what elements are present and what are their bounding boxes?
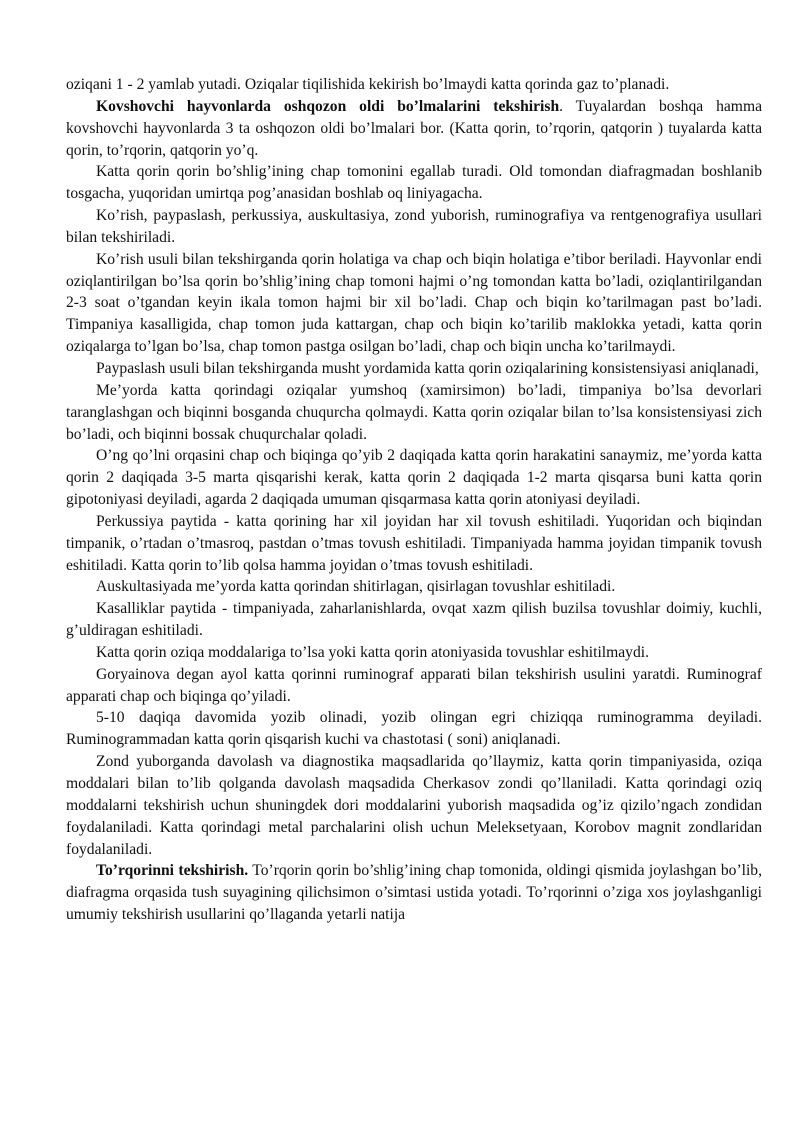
paragraph: Kasalliklar paytida - timpaniyada, zaharlanishlarda, ovqat xazm qilish buzilsa tovushlar doimiy, kuchli, g’uldiragan eshitiladi.	[66, 600, 762, 640]
paragraph-text: To’rqorin qorin bo’shlig’ining chap tomonida, oldingi qismida joylashgan bo’lib, diafragma orqasida tush suyagining qilichsimon o’simtasi ustida yotadi. To’rqorinni o’ziga xos joylashganligi umumiy tekshirish usullarini qo’llaganda yetarli natija	[66, 862, 763, 924]
paragraph: Me’yorda katta qorindagi oziqalar yumshoq (xamirsimon) bo’ladi, timpaniya bo’lsa devorlari taranglashgan och biqinni bosganda chuqurcha qolmaydi. Katta qorin oziqalar bilan to’lsa konsistensiyasi zich bo’ladi, och biqinni bossak chuqurchalar qoladi.	[66, 381, 762, 443]
paragraph: Katta qorin qorin bo’shlig’ining chap tomonini egallab turadi. Old tomondan diafragmadan boshlanib tosgacha, yuqoridan umirtqa pog’anasidan boshlab oq liniyagacha.	[66, 163, 762, 203]
document-page	[66, 74, 762, 926]
paragraph: Katta qorin oziqa moddalariga to’lsa yoki katta qorin atoniyasida tovushlar eshitilmaydi.	[96, 643, 650, 661]
paragraph: Perkussiya paytida - katta qorining har xil joyidan har xil tovush eshitiladi. Yuqoridan och biqindan timpanik, o’rtadan o’tmasroq, pastdan o’tmas tovush eshitiladi. Timpaniyada hamma joyidan timpanik tovush eshitiladi. Katta qorin to’lib qolsa hamma joyidan o’tmas tovush eshitiladi.	[66, 512, 762, 574]
paragraph: oziqani 1 - 2 yamlab yutadi. Oziqalar tiqilishida kekirish bo’lmaydi katta qorinda gaz to’planadi.	[66, 76, 670, 93]
section-heading: To’rqorinni tekshirish.	[96, 862, 249, 880]
paragraph	[66, 96, 762, 162]
paragraph	[66, 860, 762, 926]
paragraph: Goryainova degan ayol katta qorinni ruminograf apparati bilan tekshirish usulini yaratdi. Ruminograf apparati chap och biqinga qo’yiladi.	[66, 665, 762, 705]
paragraph: O’ng qo’lni orqasini chap och biqinga qo’yib 2 daqiqada katta qorin harakatini sanaymiz, me’yorda katta qorin 2 daqiqada 3-5 marta qisqarishi kerak, katta qorin 2 daqiqada 1-2 marta qisqarsa buni katta qorin gipotoniyasi deyiladi, agarda 2 daqiqada umuman qisqarmasa katta qorin atoniyasi deyiladi.	[66, 447, 762, 509]
paragraph-text: . Tuyalardan boshqa hamma kovshovchi hayvonlarda 3 ta oshqozon oldi bo’lmalari bor. (Katta qorin, to’rqorin, qatqorin ) tuyalarda katta qorin, to’rqorin, qatqorin yo’q.	[66, 97, 762, 159]
section-heading: Kovshovchi hayvonlarda oshqozon oldi bo’lmalarini tekshirish	[96, 97, 560, 115]
paragraph: Ko’rish usuli bilan tekshirganda qorin holatiga va chap och biqin holatiga e’tibor beriladi. Hayvonlar endi oziqlantirilgan bo’lsa qorin bo’shlig’ining chap tomoni hajmi o’ng tomondan katta bo’ladi, oziqlantirilgandan 2-3 soat o’tgandan keyin ikala tomon hajmi bir xil bo’ladi. Chap och biqin ko’tarilmagan past bo’ladi. Timpaniya kasalligida, chap tomon juda kattargan, chap och biqin ko’tarilib maklokka yetadi, katta qorin oziqalarga to’lgan bo’lsa, chap tomon pastga osilgan bo’ladi, chap och biqin uncha ko’tarilmaydi.	[66, 250, 762, 356]
paragraph: Ko’rish, paypaslash, perkussiya, auskultasiya, zond yuborish, ruminografiya va rentgenografiya usullari bilan tekshiriladi.	[66, 207, 762, 246]
paragraph: 5-10 daqiqa davomida yozib olinadi, yozib olingan egri chiziqqa ruminogramma deyiladi. Ruminogrammadan katta qorin qisqarish kuchi va chastotasi ( soni) aniqlanadi.	[66, 709, 762, 749]
paragraph: Auskultasiyada me’yorda katta qorindan shitirlagan, qisirlagan tovushlar eshitiladi.	[96, 578, 616, 596]
paragraph: Paypaslash usuli bilan tekshirganda musht yordamida katta qorin oziqalarining konsistensiyasi aniqlanadi,	[96, 359, 759, 377]
paragraph: Zond yuborganda davolash va diagnostika maqsadlarida qo’llaymiz, katta qorin timpaniyasida, oziqa moddalari bilan to’lib qolganda davolash maqsadida Cherkasov zondi qo’llaniladi. Katta qorindagi oziq moddalarni tekshirish uchun shuningdek dori moddalarini yuborish maqsadida og’iz qizilo’ngach zondidan foydalaniladi. Katta qorindagi metal parchalarini olish uchun Meleksetyaan, Korobov magnit zondlaridan foydalaniladi.	[66, 753, 762, 858]
